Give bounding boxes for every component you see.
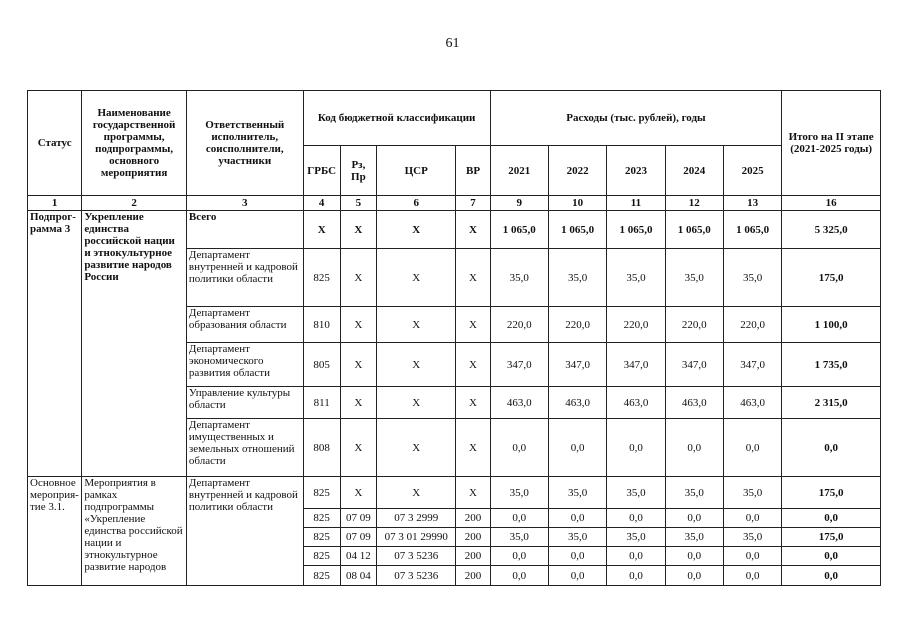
vr-cell: 200 [456,547,490,566]
value-cell: 463,0 [665,387,723,419]
rzpr-cell: Х [340,307,376,343]
value-cell: 35,0 [607,249,665,307]
total-cell: 0,0 [782,509,881,528]
csr-cell: Х [376,211,455,249]
value-cell: 347,0 [723,343,781,387]
total-cell: 175,0 [782,249,881,307]
header-grbs: ГРБС [303,146,340,196]
vr-cell: Х [456,307,490,343]
rzpr-cell: 04 12 [340,547,376,566]
value-cell: 463,0 [723,387,781,419]
responsible-cell: Департамент образования области [186,307,303,343]
value-cell: 220,0 [665,307,723,343]
vr-cell: 200 [456,509,490,528]
header-expenses: Расходы (тыс. рублей), годы [490,91,782,146]
header-year-2025: 2025 [723,146,781,196]
value-cell: 1 065,0 [607,211,665,249]
status-cell: Подпрог-рамма 3 [28,211,82,477]
total-cell: 0,0 [782,547,881,566]
value-cell: 0,0 [548,566,606,586]
column-number: 2 [82,196,187,211]
value-cell: 0,0 [723,509,781,528]
column-number: 6 [376,196,455,211]
rzpr-cell: 07 09 [340,509,376,528]
column-number: 16 [782,196,881,211]
csr-cell: 07 3 2999 [376,509,455,528]
vr-cell: 200 [456,528,490,547]
value-cell: 35,0 [490,528,548,547]
total-cell: 0,0 [782,419,881,477]
value-cell: 347,0 [490,343,548,387]
csr-cell: 07 3 5236 [376,547,455,566]
responsible-cell: Управление культуры области [186,387,303,419]
total-cell: 2 315,0 [782,387,881,419]
column-number: 11 [607,196,665,211]
rzpr-cell: Х [340,387,376,419]
value-cell: 0,0 [548,547,606,566]
status-cell: Основное мероприя-тие 3.1. [28,477,82,586]
value-cell: 0,0 [607,566,665,586]
value-cell: 1 065,0 [723,211,781,249]
responsible-cell: Департамент внутренней и кадровой политики области [186,477,303,586]
table-row [28,211,881,249]
total-cell: 1 100,0 [782,307,881,343]
grbs-cell: Х [303,211,340,249]
csr-cell: Х [376,477,455,509]
header-name: Наименование государственной программы, подпрограммы, основного мероприятия [82,91,187,196]
vr-cell: Х [456,477,490,509]
responsible-cell: Департамент имущественных и земельных отношений области [186,419,303,477]
column-number: 9 [490,196,548,211]
header-rzpr: Рз, Пр [340,146,376,196]
value-cell: 35,0 [490,249,548,307]
value-cell: 35,0 [723,249,781,307]
csr-cell: Х [376,387,455,419]
value-cell: 0,0 [665,509,723,528]
grbs-cell: 825 [303,566,340,586]
value-cell: 1 065,0 [548,211,606,249]
csr-cell: Х [376,249,455,307]
column-number: 4 [303,196,340,211]
vr-cell: Х [456,249,490,307]
name-cell: Укрепление единства российской нации и этнокультурное развитие народов России [82,211,187,477]
value-cell: 0,0 [490,509,548,528]
vr-cell: Х [456,211,490,249]
column-number: 10 [548,196,606,211]
rzpr-cell: Х [340,211,376,249]
value-cell: 0,0 [490,566,548,586]
total-cell: 5 325,0 [782,211,881,249]
value-cell: 0,0 [490,547,548,566]
value-cell: 347,0 [665,343,723,387]
total-cell: 175,0 [782,528,881,547]
column-number: 7 [456,196,490,211]
rzpr-cell: Х [340,343,376,387]
value-cell: 1 065,0 [490,211,548,249]
grbs-cell: 825 [303,477,340,509]
vr-cell: 200 [456,566,490,586]
page-number: 61 [445,36,460,51]
value-cell: 35,0 [490,477,548,509]
grbs-cell: 825 [303,528,340,547]
rzpr-cell: 08 04 [340,566,376,586]
value-cell: 347,0 [548,343,606,387]
value-cell: 35,0 [548,249,606,307]
responsible-cell: Департамент экономического развития области [186,343,303,387]
value-cell: 463,0 [490,387,548,419]
value-cell: 463,0 [607,387,665,419]
column-number: 12 [665,196,723,211]
value-cell: 35,0 [723,528,781,547]
value-cell: 0,0 [548,509,606,528]
csr-cell: Х [376,307,455,343]
value-cell: 0,0 [723,419,781,477]
rzpr-cell: 07 09 [340,528,376,547]
vr-cell: Х [456,419,490,477]
grbs-cell: 825 [303,509,340,528]
value-cell: 0,0 [607,509,665,528]
column-number: 5 [340,196,376,211]
csr-cell: 07 3 5236 [376,566,455,586]
header-year-2022: 2022 [548,146,606,196]
header-vr: ВР [456,146,490,196]
value-cell: 347,0 [607,343,665,387]
header-status: Статус [28,91,82,196]
csr-cell: Х [376,419,455,477]
value-cell: 0,0 [723,566,781,586]
value-cell: 463,0 [548,387,606,419]
header-year-2024: 2024 [665,146,723,196]
value-cell: 0,0 [490,419,548,477]
csr-cell: Х [376,343,455,387]
value-cell: 220,0 [607,307,665,343]
header-responsible: Ответственный исполнитель, соисполнители, участники [186,91,303,196]
grbs-cell: 805 [303,343,340,387]
value-cell: 35,0 [665,477,723,509]
header-total: Итого на II этапе (2021-2025 годы) [782,91,881,196]
value-cell: 35,0 [548,528,606,547]
total-cell: 0,0 [782,566,881,586]
column-number: 3 [186,196,303,211]
grbs-cell: 810 [303,307,340,343]
value-cell: 0,0 [548,419,606,477]
value-cell: 1 065,0 [665,211,723,249]
value-cell: 35,0 [665,528,723,547]
value-cell: 35,0 [723,477,781,509]
value-cell: 0,0 [723,547,781,566]
value-cell: 0,0 [607,419,665,477]
rzpr-cell: Х [340,419,376,477]
header-budget-code: Код бюджетной классификации [303,91,490,146]
rzpr-cell: Х [340,249,376,307]
name-cell: Мероприятия в рамках подпрограммы «Укрепление единства российской нации и этнокультурное развитие народов [82,477,187,586]
column-number-row [28,196,881,211]
value-cell: 35,0 [607,528,665,547]
value-cell: 0,0 [607,547,665,566]
value-cell: 35,0 [665,249,723,307]
value-cell: 0,0 [665,419,723,477]
responsible-cell: Департамент внутренней и кадровой политики области [186,249,303,307]
grbs-cell: 825 [303,547,340,566]
table-row [28,477,881,509]
total-cell: 1 735,0 [782,343,881,387]
header-year-2023: 2023 [607,146,665,196]
value-cell: 0,0 [665,566,723,586]
column-number: 1 [28,196,82,211]
rzpr-cell: Х [340,477,376,509]
responsible-cell: Всего [186,211,303,249]
total-cell: 175,0 [782,477,881,509]
grbs-cell: 811 [303,387,340,419]
value-cell: 35,0 [548,477,606,509]
value-cell: 220,0 [548,307,606,343]
value-cell: 220,0 [723,307,781,343]
csr-cell: 07 3 01 29990 [376,528,455,547]
vr-cell: Х [456,387,490,419]
column-number: 13 [723,196,781,211]
header-csr: ЦСР [376,146,455,196]
grbs-cell: 808 [303,419,340,477]
budget-table [27,90,881,586]
value-cell: 35,0 [607,477,665,509]
value-cell: 0,0 [665,547,723,566]
grbs-cell: 825 [303,249,340,307]
vr-cell: Х [456,343,490,387]
header-year-2021: 2021 [490,146,548,196]
value-cell: 220,0 [490,307,548,343]
